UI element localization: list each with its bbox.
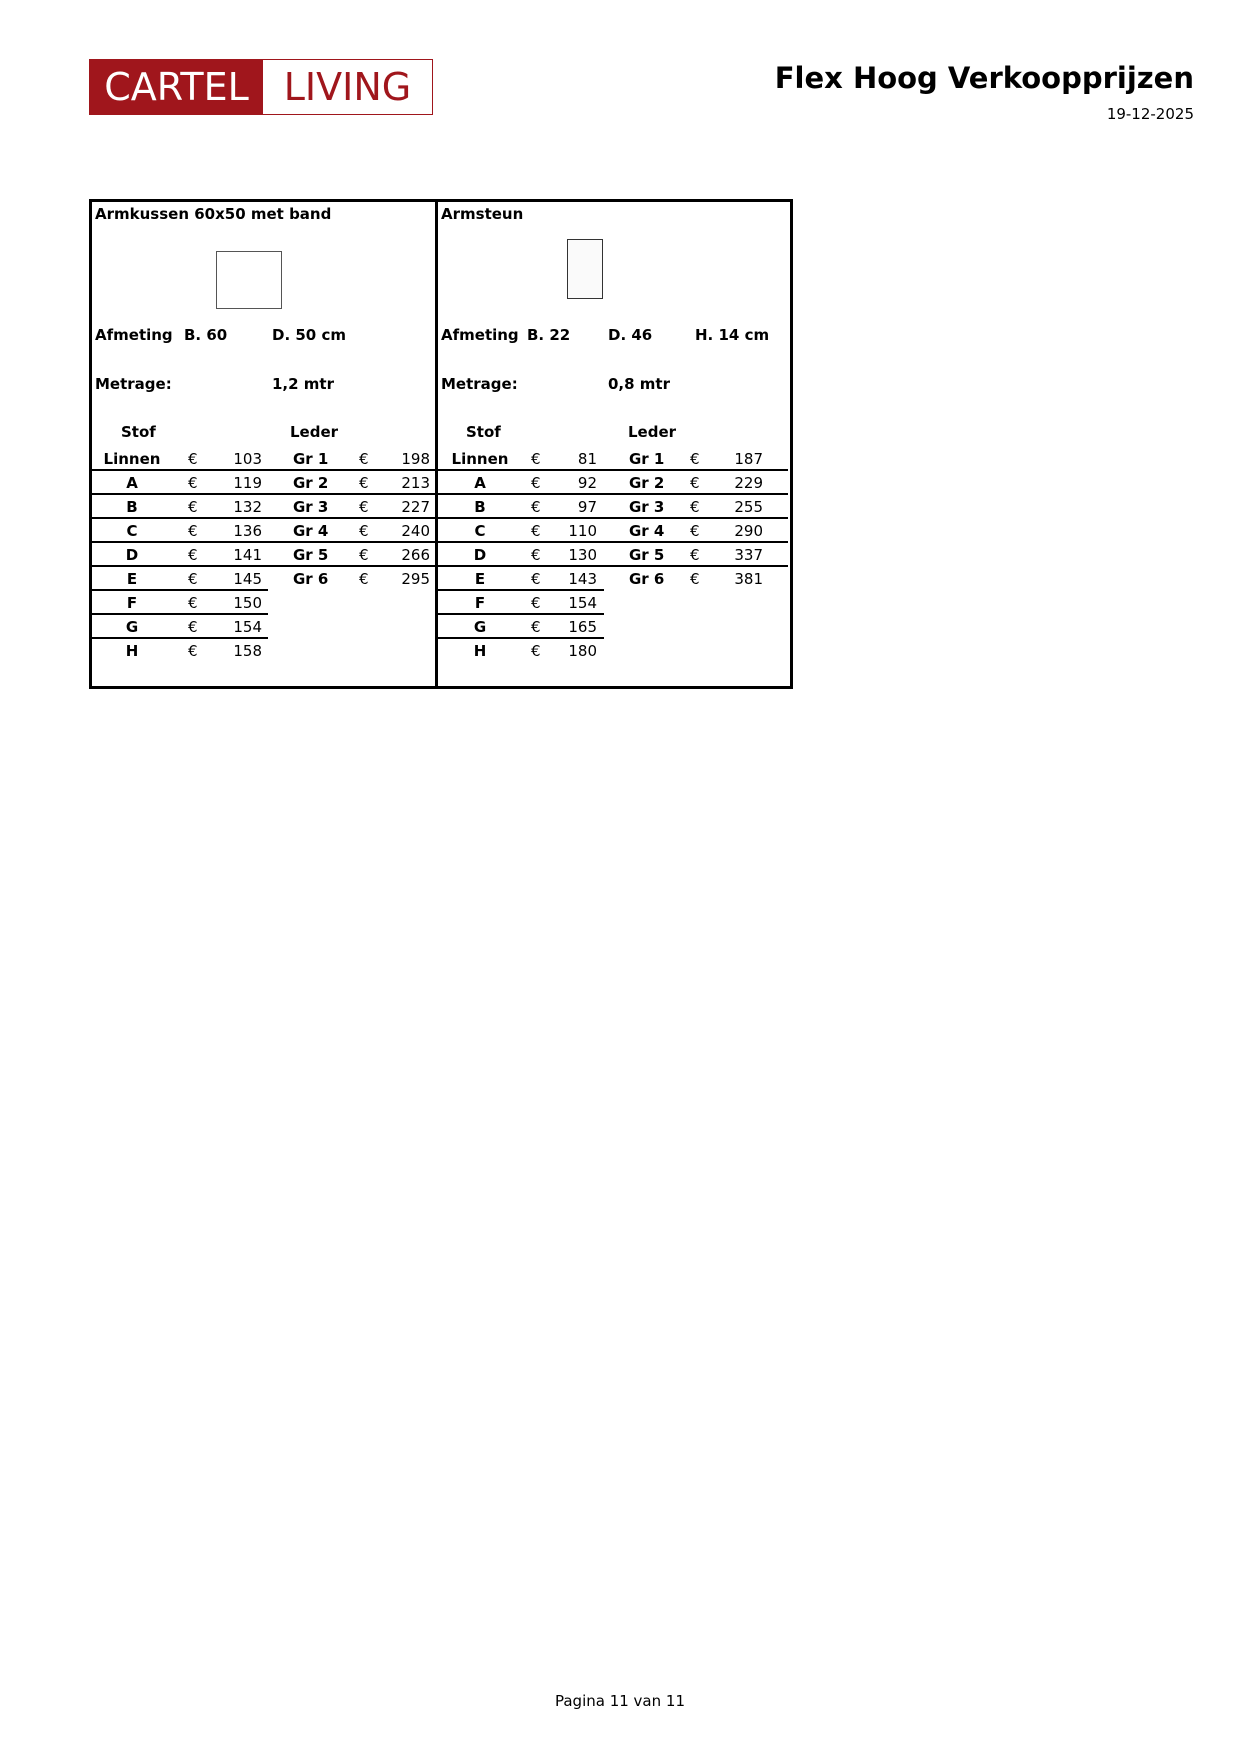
- stof-price: 97: [577, 498, 597, 516]
- stof-grade-label: E: [474, 570, 486, 588]
- stof-price: 103: [233, 450, 262, 468]
- euro-sign: €: [531, 546, 541, 564]
- stof-price: 130: [568, 546, 597, 564]
- stof-grade-label: G: [125, 618, 139, 636]
- stof-price: 92: [577, 474, 597, 492]
- stof-grade-label: B: [126, 498, 138, 516]
- euro-sign: €: [188, 450, 198, 468]
- stof-grade-label: D: [473, 546, 487, 564]
- price-row: [438, 567, 790, 591]
- stof-price: 132: [233, 498, 262, 516]
- stof-grade-label: Linnen: [451, 450, 509, 468]
- stof-price: 110: [568, 522, 597, 540]
- document-title: Flex Hoog Verkoopprijzen: [774, 61, 1194, 95]
- euro-sign: €: [188, 618, 198, 636]
- metrage-value: 1,2 mtr: [272, 375, 334, 393]
- euro-sign: €: [188, 498, 198, 516]
- euro-sign: €: [188, 594, 198, 612]
- stof-price: 143: [568, 570, 597, 588]
- price-row: [438, 615, 790, 639]
- stof-grade-label: Linnen: [103, 450, 161, 468]
- leder-grade-label: Gr 2: [629, 474, 665, 492]
- stof-price: 81: [577, 450, 597, 468]
- leder-price: 290: [734, 522, 763, 540]
- euro-sign: €: [531, 522, 541, 540]
- euro-sign: €: [359, 498, 369, 516]
- euro-sign: €: [188, 522, 198, 540]
- stof-price: 119: [233, 474, 262, 492]
- euro-sign: €: [359, 570, 369, 588]
- metrage-label: Metrage:: [441, 375, 518, 393]
- leder-header: Leder: [628, 423, 677, 441]
- product-panel-armkussen: [92, 202, 438, 686]
- leder-price: 227: [401, 498, 430, 516]
- product-image-placeholder: [216, 251, 282, 309]
- stof-grade-label: F: [126, 594, 138, 612]
- leder-grade-label: Gr 6: [629, 570, 665, 588]
- leder-price: 337: [734, 546, 763, 564]
- leder-header: Leder: [290, 423, 339, 441]
- euro-sign: €: [531, 642, 541, 660]
- metrage-value: 0,8 mtr: [608, 375, 670, 393]
- euro-sign: €: [531, 498, 541, 516]
- leder-grade-label: Gr 5: [629, 546, 665, 564]
- price-row: [438, 519, 790, 543]
- leder-grade-label: Gr 1: [629, 450, 665, 468]
- dimension-width: B. 22: [527, 326, 571, 344]
- dimension-height: H. 14 cm: [695, 326, 770, 344]
- leder-price: 255: [734, 498, 763, 516]
- stof-header: Stof: [466, 423, 501, 441]
- stof-price: 150: [233, 594, 262, 612]
- stof-grade-label: A: [126, 474, 138, 492]
- price-row: [438, 495, 790, 519]
- euro-sign: €: [359, 546, 369, 564]
- leder-price: 229: [734, 474, 763, 492]
- stof-price: 165: [568, 618, 597, 636]
- price-table: [89, 199, 793, 689]
- leder-grade-label: Gr 2: [293, 474, 329, 492]
- stof-price: 158: [233, 642, 262, 660]
- document-date: 19-12-2025: [1106, 105, 1194, 123]
- price-row: [438, 591, 790, 615]
- euro-sign: €: [690, 498, 700, 516]
- leder-grade-label: Gr 4: [629, 522, 665, 540]
- euro-sign: €: [690, 546, 700, 564]
- stof-price: 136: [233, 522, 262, 540]
- stof-price: 154: [233, 618, 262, 636]
- leder-grade-label: Gr 3: [293, 498, 329, 516]
- euro-sign: €: [531, 474, 541, 492]
- metrage-label: Metrage:: [95, 375, 172, 393]
- stof-header: Stof: [121, 423, 156, 441]
- price-row: [92, 591, 435, 615]
- euro-sign: €: [359, 522, 369, 540]
- logo-living-text: LIVING: [263, 60, 432, 114]
- euro-sign: €: [531, 450, 541, 468]
- dimension-depth: D. 50 cm: [272, 326, 346, 344]
- euro-sign: €: [359, 474, 369, 492]
- logo-cartel-text: CARTEL: [90, 60, 263, 114]
- leder-price: 213: [401, 474, 430, 492]
- price-row: [438, 639, 790, 663]
- price-row: [438, 471, 790, 495]
- stof-grade-label: F: [474, 594, 486, 612]
- cartel-living-logo: [89, 59, 433, 115]
- leder-price: 295: [401, 570, 430, 588]
- price-row: [92, 447, 435, 471]
- euro-sign: €: [531, 594, 541, 612]
- stof-grade-label: A: [474, 474, 486, 492]
- euro-sign: €: [690, 522, 700, 540]
- stof-price: 141: [233, 546, 262, 564]
- leder-grade-label: Gr 5: [293, 546, 329, 564]
- product-name: Armkussen 60x50 met band: [95, 205, 332, 223]
- leder-price: 187: [734, 450, 763, 468]
- euro-sign: €: [188, 546, 198, 564]
- euro-sign: €: [531, 570, 541, 588]
- stof-grade-label: H: [125, 642, 139, 660]
- price-row: [92, 519, 435, 543]
- price-row: [438, 543, 790, 567]
- dimension-depth: D. 46: [608, 326, 653, 344]
- product-panel-armsteun: [438, 202, 790, 686]
- stof-price: 180: [568, 642, 597, 660]
- leder-grade-label: Gr 4: [293, 522, 329, 540]
- euro-sign: €: [690, 474, 700, 492]
- euro-sign: €: [188, 570, 198, 588]
- dimension-width: B. 60: [184, 326, 228, 344]
- price-row: [92, 543, 435, 567]
- stof-grade-label: D: [125, 546, 139, 564]
- price-row: [92, 495, 435, 519]
- euro-sign: €: [690, 450, 700, 468]
- stof-grade-label: E: [126, 570, 138, 588]
- product-image-placeholder: [567, 239, 603, 299]
- price-row: [438, 447, 790, 471]
- dimensions-label: Afmeting: [95, 326, 173, 344]
- leder-price: 381: [734, 570, 763, 588]
- stof-grade-label: C: [474, 522, 486, 540]
- stof-price: 154: [568, 594, 597, 612]
- euro-sign: €: [188, 474, 198, 492]
- page-number: Pagina 11 van 11: [554, 1692, 685, 1710]
- euro-sign: €: [188, 642, 198, 660]
- euro-sign: €: [359, 450, 369, 468]
- product-name: Armsteun: [441, 205, 524, 223]
- euro-sign: €: [690, 570, 700, 588]
- dimensions-label: Afmeting: [441, 326, 519, 344]
- leder-grade-label: Gr 1: [293, 450, 329, 468]
- leder-grade-label: Gr 3: [629, 498, 665, 516]
- price-row: [92, 567, 435, 591]
- stof-grade-label: H: [473, 642, 487, 660]
- price-row: [92, 471, 435, 495]
- leder-price: 266: [401, 546, 430, 564]
- price-row: [92, 615, 435, 639]
- price-row: [92, 639, 435, 663]
- euro-sign: €: [531, 618, 541, 636]
- stof-grade-label: B: [474, 498, 486, 516]
- stof-price: 145: [233, 570, 262, 588]
- stof-grade-label: C: [126, 522, 138, 540]
- leder-price: 240: [401, 522, 430, 540]
- leder-grade-label: Gr 6: [293, 570, 329, 588]
- leder-price: 198: [401, 450, 430, 468]
- stof-grade-label: G: [473, 618, 487, 636]
